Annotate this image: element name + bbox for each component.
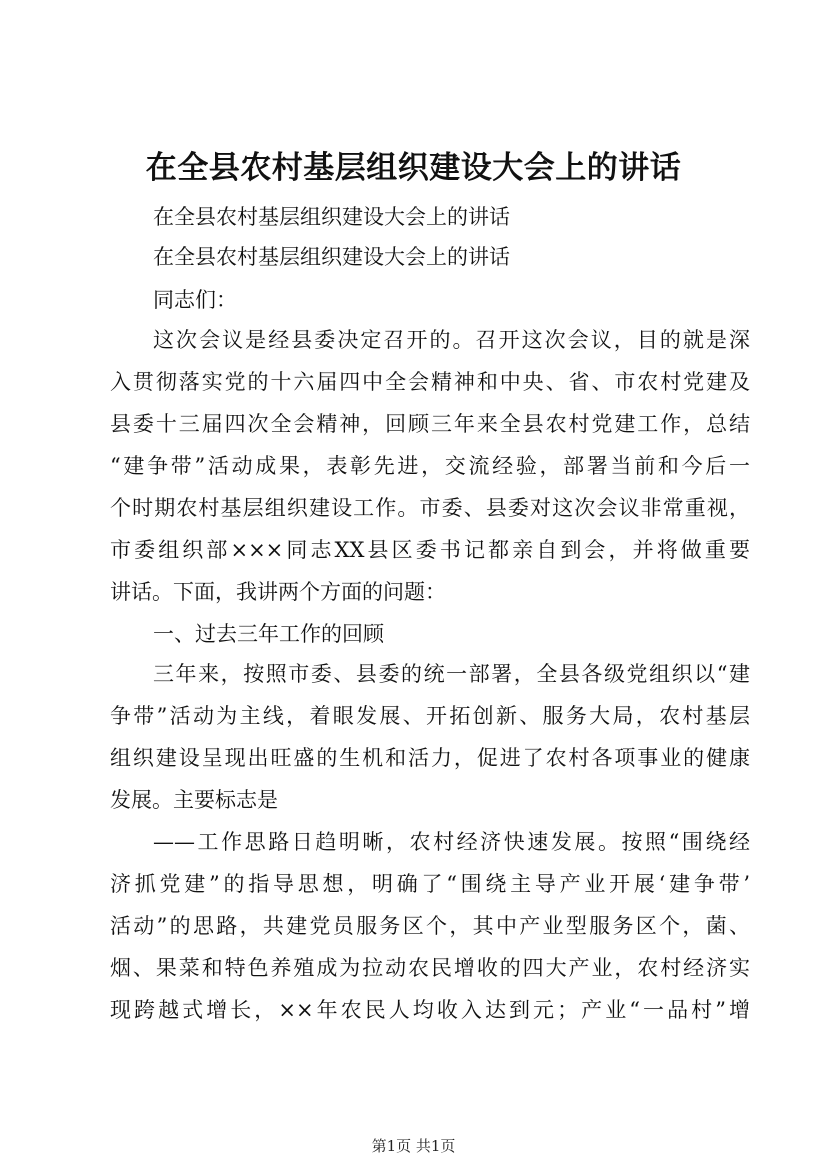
paragraph-line: 组织建设呈现出旺盛的生机和活力，促进了农村各项事业的健康: [110, 746, 750, 770]
paragraph-line: “建争带”活动成果，表彰先进，交流经验，部署当前和今后一: [110, 454, 750, 478]
document-title: 在全县农村基层组织建设大会上的讲话: [145, 150, 682, 186]
paragraph-line: 三年来，按照市委、县委的统一部署，全县各级党组织以“建: [153, 662, 750, 686]
subtitle-line-2: 在全县农村基层组织建设大会上的讲话: [153, 245, 510, 269]
paragraph-line: 县委十三届四次全会精神，回顾三年来全县农村党建工作，总结: [110, 412, 750, 436]
paragraph-line: 市委组织部×××同志XX县区委书记都亲自到会，并将做重要: [110, 538, 750, 562]
salutation-line: 同志们：: [153, 288, 237, 312]
paragraph-line: 济抓党建”的指导思想，明确了“围绕主导产业开展‘建争带’: [110, 872, 750, 896]
paragraph-line: 活动”的思路，共建党员服务区个，其中产业型服务区个，菌、: [110, 914, 750, 938]
paragraph-line: 争带”活动为主线，着眼发展、开拓创新、服务大局，农村基层: [110, 704, 750, 728]
page-footer: 第1页 共1页: [371, 1137, 456, 1155]
paragraph-line: 发展。主要标志是: [110, 788, 278, 812]
paragraph-line: 讲话。下面，我讲两个方面的问题：: [110, 580, 446, 604]
paragraph-line: ——工作思路日趋明晰，农村经济快速发展。按照“围绕经: [153, 830, 750, 854]
paragraph-line: 烟、果菜和特色养殖成为拉动农民增收的四大产业，农村经济实: [110, 956, 750, 980]
subtitle-line-1: 在全县农村基层组织建设大会上的讲话: [153, 205, 510, 229]
paragraph-line: 入贯彻落实党的十六届四中全会精神和中央、省、市农村党建及: [110, 370, 750, 394]
section-heading: 一、过去三年工作的回顾: [153, 622, 384, 646]
paragraph-line: 个时期农村基层组织建设工作。市委、县委对这次会议非常重视，: [110, 496, 750, 520]
paragraph-line: 这次会议是经县委决定召开的。召开这次会议，目的就是深: [153, 328, 750, 352]
paragraph-line: 现跨越式增长，××年农民人均收入达到元；产业“一品村”增: [110, 998, 750, 1022]
